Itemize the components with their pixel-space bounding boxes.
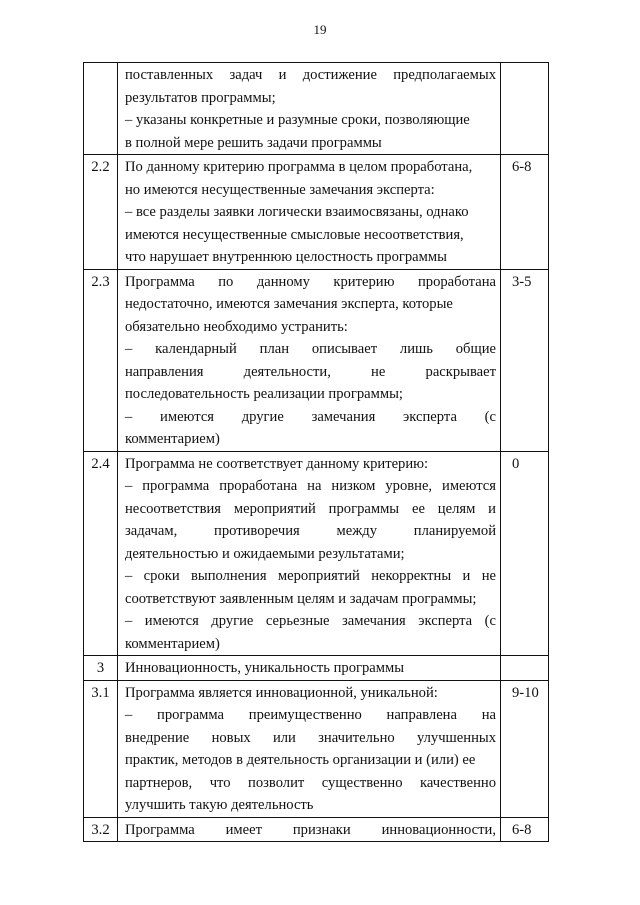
description-line: соответствуют заявленным целям и задачам программы; — [125, 590, 477, 607]
description-line: улучшить такую деятельность — [125, 797, 314, 813]
criterion-description — [118, 155, 501, 270]
description-line: Инновационность, уникальность программы — [125, 660, 405, 676]
description-line: результатов программы; — [125, 89, 276, 106]
table-row — [84, 817, 549, 842]
description-line: задачам, противоречия между планируемой — [125, 523, 496, 539]
row-number: 3 — [84, 656, 118, 681]
description-line: Программа не соответствует данному критерию: — [125, 455, 429, 472]
criterion-description — [118, 269, 501, 451]
description-line: Программа имеет признаки инновационности, — [125, 821, 496, 838]
description-line: – имеются другие серьезные замечания эксперта (с — [125, 613, 496, 629]
description-line: деятельностью и ожидаемыми результатами; — [125, 545, 405, 562]
description-line: несоответствия мероприятий программы ее целям и — [125, 500, 496, 517]
description-line: в полной мере решить задачи программы — [125, 134, 382, 151]
description-line: недостаточно, имеются замечания эксперта, которые — [125, 296, 453, 312]
score-range: 0 — [501, 451, 549, 656]
description-line: но имеются несущественные замечания эксперта: — [125, 181, 435, 198]
criterion-description — [118, 817, 501, 842]
description-line: последовательность реализации программы; — [125, 386, 403, 402]
row-number: 2.2 — [84, 155, 118, 270]
description-line: – имеются другие замечания эксперта (с — [125, 408, 496, 425]
score-range: 6-8 — [501, 817, 549, 842]
criterion-description — [118, 451, 501, 656]
criteria-table-body — [84, 63, 549, 842]
criterion-description — [118, 63, 501, 155]
table-row — [84, 63, 549, 155]
description-line: поставленных задач и достижение предполагаемых — [125, 67, 496, 83]
table-row — [84, 656, 549, 681]
row-number: 3.1 — [84, 680, 118, 817]
description-line: – указаны конкретные и разумные сроки, позволяющие — [125, 112, 470, 128]
row-number: 3.2 — [84, 817, 118, 842]
description-line: комментарием) — [125, 431, 220, 447]
description-line: По данному критерию программа в целом проработана, — [125, 159, 473, 175]
description-line: – программа преимущественно направлена на — [125, 707, 496, 723]
description-line: внедрение новых или значительно улучшенных — [125, 729, 496, 746]
criteria-table — [83, 62, 549, 842]
description-line: – программа проработана на низком уровне, имеются — [125, 478, 496, 494]
score-range: 3-5 — [501, 269, 549, 451]
description-line: Программа является инновационной, уникальной: — [125, 684, 438, 701]
description-line: – сроки выполнения мероприятий некорректны и не — [125, 568, 496, 584]
table-row — [84, 155, 549, 270]
row-number: 2.4 — [84, 451, 118, 656]
description-line: практик, методов в деятельность организации и (или) ее — [125, 752, 476, 768]
description-line: обязательно необходимо устранить: — [125, 318, 348, 335]
description-line: партнеров, что позволит существенно качественно — [125, 774, 496, 791]
description-line: имеются несущественные смысловые несоответствия, — [125, 226, 464, 243]
description-line: Программа по данному критерию проработана — [125, 273, 496, 290]
description-line: что нарушает внутреннюю целостность программы — [125, 249, 447, 265]
row-number — [84, 63, 118, 155]
criterion-description — [118, 656, 501, 681]
score-range: 9-10 — [501, 680, 549, 817]
description-line: направления деятельности, не раскрывает — [125, 363, 496, 380]
page-number: 19 — [313, 22, 327, 37]
score-range — [501, 656, 549, 681]
table-row — [84, 269, 549, 451]
table-row — [84, 451, 549, 656]
description-line: – календарный план описывает лишь общие — [125, 341, 496, 357]
table-row — [84, 680, 549, 817]
row-number: 2.3 — [84, 269, 118, 451]
score-range — [501, 63, 549, 155]
criterion-description — [118, 680, 501, 817]
description-line: – все разделы заявки логически взаимосвязаны, однако — [125, 204, 469, 220]
description-line: комментарием) — [125, 635, 220, 652]
score-range: 6-8 — [501, 155, 549, 270]
